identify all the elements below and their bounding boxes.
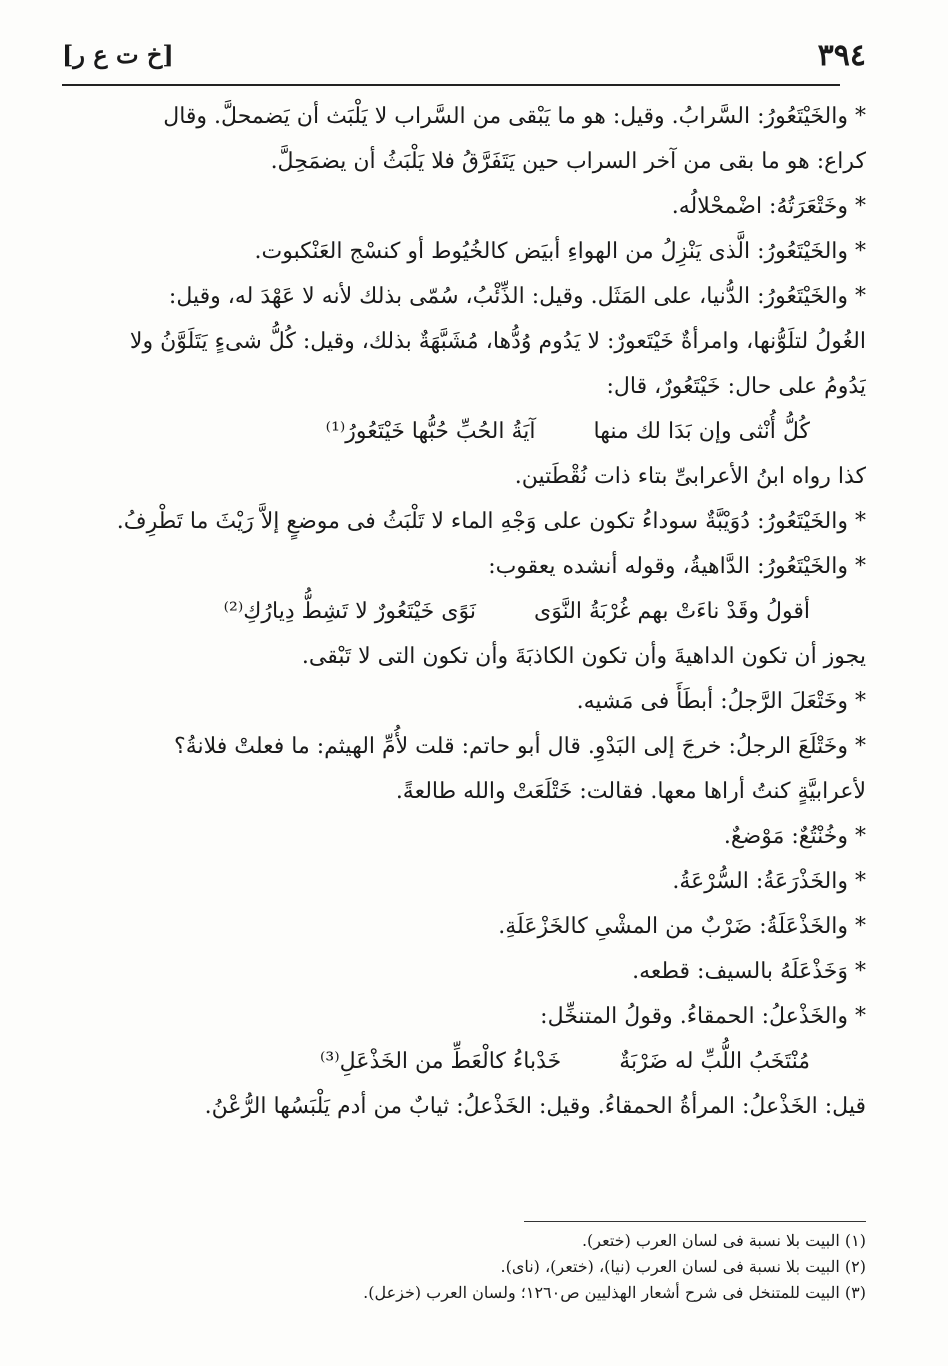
text-line: * والخَذْرَعَةُ: السُّرْعَةُ. (672, 869, 866, 894)
verse-second-hemistich: خَدْباءُ كالْعَطِّ من الخَذْعَلِ⁽³⁾ (320, 1049, 562, 1074)
root-letters-header: [خ ت ع ر] (62, 40, 174, 69)
verse-first-hemistich: أقولُ وقَدْ ناءَتْ بهم غُرْبَةُ النَّوَى (533, 599, 810, 624)
text-line: كذا رواه ابنُ الأعرابىِّ بتاء ذات نُقْطَتين. (514, 464, 866, 489)
text-line: يجوز أن تكون الداهيةَ وأن تكون الكاذبَةَ وأن تكون التى لا تَبْقى. (301, 644, 866, 669)
text-line: * وخَتْعَرَتُهُ: اضْمحْلالُه. (671, 194, 866, 219)
text-line: لأعرابيَّةٍ كنتُ أراها معها. فقالت: خَتْلَعَتْ والله طالعةً. (395, 779, 866, 804)
text-line: * والخَيْتَعُورُ: الدُّنيا، على المَثَل. وقيل: الذِّئْبُ، سُمّى بذلك لأنه لا عَهْدَ له، وقيل: (168, 284, 866, 309)
text-line: * وخَتْلَعَ الرجلُ: خرجَ إلى البَدْوِ. قال أبو حاتم: قلت لأُمِّ الهيثم: ما فعلتْ فلانةُ؟ (174, 734, 866, 759)
text-line: كراع: هو ما بقى من آخر السراب حين يَتَفَرَّقُ فلا يَلْبَثُ أن يضمَحِلَّ. (270, 149, 866, 174)
text-line: يَدُومُ على حال: خَيْتَعُورٌ، قال: (606, 374, 866, 399)
verse-second-hemistich: آيَةُ الحُبِّ حُبُّها خَيْتَعُورُ⁽¹⁾ (325, 419, 536, 444)
footnote-rule (524, 1221, 866, 1222)
verse-second-hemistich: نَوًى خَيْتَعُورٌ لا تَشِطُّ دِيارُكِ⁽²⁾ (223, 599, 476, 624)
text-line: الغُولُ لتلَوُّنها، وامرأةٌ خَيْتَعورٌ: لا يَدُوم وُدُّها، مُشَبَّهَةٌ بذلك، وقيل: كُلُّ شىءٍ يَتَلَوَّنُ ولا (129, 329, 866, 354)
page-number: ٣٩٤ (817, 38, 866, 73)
footnote: (١) البيت بلا نسبة فى لسان العرب (ختعر). (581, 1231, 866, 1250)
text-line: * وخَتْعَلَ الرَّجلُ: أبطَأَ فى مَشيه. (576, 689, 866, 714)
poem-verse (86, 1039, 866, 1084)
text-line: * والخَيْتَعُورُ: الدَّاهيةُ، وقوله أنشده يعقوب: (488, 554, 866, 579)
text-line: * والخَيْتَعُورُ: السَّرابُ. وقيل: هو ما يَبْقى من السَّراب لا يَلْبَث أن يَضمحلَّ. وقال (163, 104, 866, 129)
text-line: * والخَيْتَعُورُ: الَّذى يَنْزِلُ من الهواءِ أبيَض كالخُيُوط أو كنسْج العَنْكبوت. (254, 239, 866, 264)
verse-first-hemistich: كُلُّ أُنْثى وإن بَدَا لك منها (593, 419, 810, 444)
text-line: * والخَذْعَلَةُ: ضَرْبٌ من المشْىِ كالخَزْعَلَةِ. (498, 914, 866, 939)
text-line: * والخَذْعلُ: الحمقاءُ. وقولُ المتنخِّل: (540, 1004, 866, 1029)
footnote: (٣) البيت للمتنخل فى شرح أشعار الهذليين ص١٢٦٠؛ ولسان العرب (خزعل). (363, 1283, 866, 1302)
footnote: (٢) البيت بلا نسبة فى لسان العرب (نيا)، (ختعر)، (ناى). (500, 1257, 866, 1276)
poem-verse (86, 589, 866, 634)
verse-first-hemistich: مُنْتَخَبُ اللُّبِّ له ضَرْبَةٌ (619, 1049, 810, 1074)
entry-body (86, 94, 866, 1129)
text-line: * وخُنْتُعٌ: مَوْضعٌ. (723, 824, 866, 849)
footnotes (86, 1228, 866, 1306)
text-line: قيل: الخَذْعلُ: المرأةُ الحمقاءُ. وقيل: الخَذْعلُ: ثيابٌ من أدم يَلْبَسُها الرُّعْنُ. (204, 1094, 866, 1119)
poem-verse (86, 409, 866, 454)
text-line: * وَخَذْعَلَهُ بالسيف: قطعه. (632, 959, 866, 984)
header-rule (62, 84, 840, 86)
text-line: * والخَيْتَعُورُ: دُوَيْبَّةٌ سوداءُ تكون على وَجْهِ الماء لا تَلْبَثُ فى موضعٍ إلاَّ رَيْثَ ما تَطْرِفُ. (116, 509, 866, 534)
